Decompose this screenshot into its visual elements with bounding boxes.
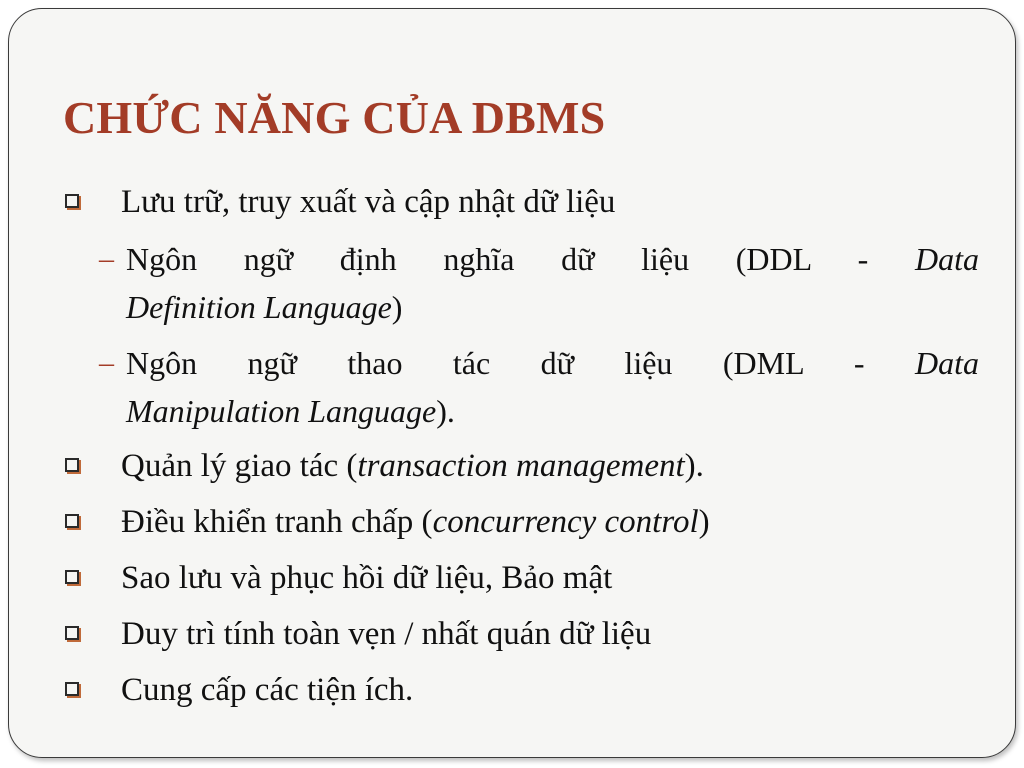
bullet-item bbox=[59, 611, 979, 657]
sub-bullet-line bbox=[126, 283, 979, 331]
bullet-italic: transaction management bbox=[357, 448, 685, 484]
bullet-text: Duy trì tính toàn vẹn / nhất quán dữ liệu bbox=[121, 616, 652, 652]
checkbox-bullet-icon bbox=[65, 194, 79, 208]
bullet-item bbox=[59, 555, 979, 601]
bullet-italic: concurrency control bbox=[432, 504, 699, 540]
bullet-text: Lưu trữ, truy xuất và cập nhật dữ liệu bbox=[121, 184, 616, 220]
dash-bullet-icon: – bbox=[99, 346, 114, 379]
checkbox-bullet-icon bbox=[65, 682, 79, 696]
dash-bullet-icon: – bbox=[99, 242, 114, 275]
sub-bullet-line bbox=[126, 387, 979, 435]
sub-bullet-italic: Manipulation Language bbox=[126, 393, 437, 429]
sub-bullet-italic: Definition Language bbox=[126, 289, 392, 325]
sub-bullet-line bbox=[126, 235, 979, 283]
sub-bullet-text: ) bbox=[391, 289, 403, 325]
bullet-text: Cung cấp các tiện ích. bbox=[121, 672, 414, 708]
bullet-item bbox=[59, 443, 979, 489]
slide-content bbox=[59, 179, 979, 723]
sub-bullet-item bbox=[59, 235, 979, 331]
slide-title: CHỨC NĂNG CỦA DBMS bbox=[63, 92, 606, 143]
sub-bullet-italic: Data bbox=[915, 241, 979, 277]
bullet-text: ). bbox=[684, 448, 704, 484]
checkbox-bullet-icon bbox=[65, 626, 79, 640]
slide bbox=[8, 8, 1016, 758]
checkbox-bullet-icon bbox=[65, 570, 79, 584]
checkbox-bullet-icon bbox=[65, 514, 79, 528]
bullet-text: Điều khiển tranh chấp ( bbox=[121, 504, 433, 540]
bullet-item bbox=[59, 179, 979, 225]
sub-bullet-text: Ngôn ngữ định nghĩa dữ liệu (DDL - bbox=[126, 241, 915, 277]
sub-bullet-text: ). bbox=[436, 393, 455, 429]
sub-bullet-text: Ngôn ngữ thao tác dữ liệu (DML - bbox=[126, 345, 915, 381]
sub-bullet-line bbox=[126, 339, 979, 387]
bullet-item bbox=[59, 499, 979, 545]
bullet-text: Quản lý giao tác ( bbox=[121, 448, 358, 484]
bullet-item bbox=[59, 667, 979, 713]
sub-bullet-italic: Data bbox=[915, 345, 979, 381]
checkbox-bullet-icon bbox=[65, 458, 79, 472]
bullet-text: Sao lưu và phục hồi dữ liệu, Bảo mật bbox=[121, 560, 613, 596]
bullet-text: ) bbox=[698, 504, 710, 540]
sub-bullet-item bbox=[59, 339, 979, 435]
